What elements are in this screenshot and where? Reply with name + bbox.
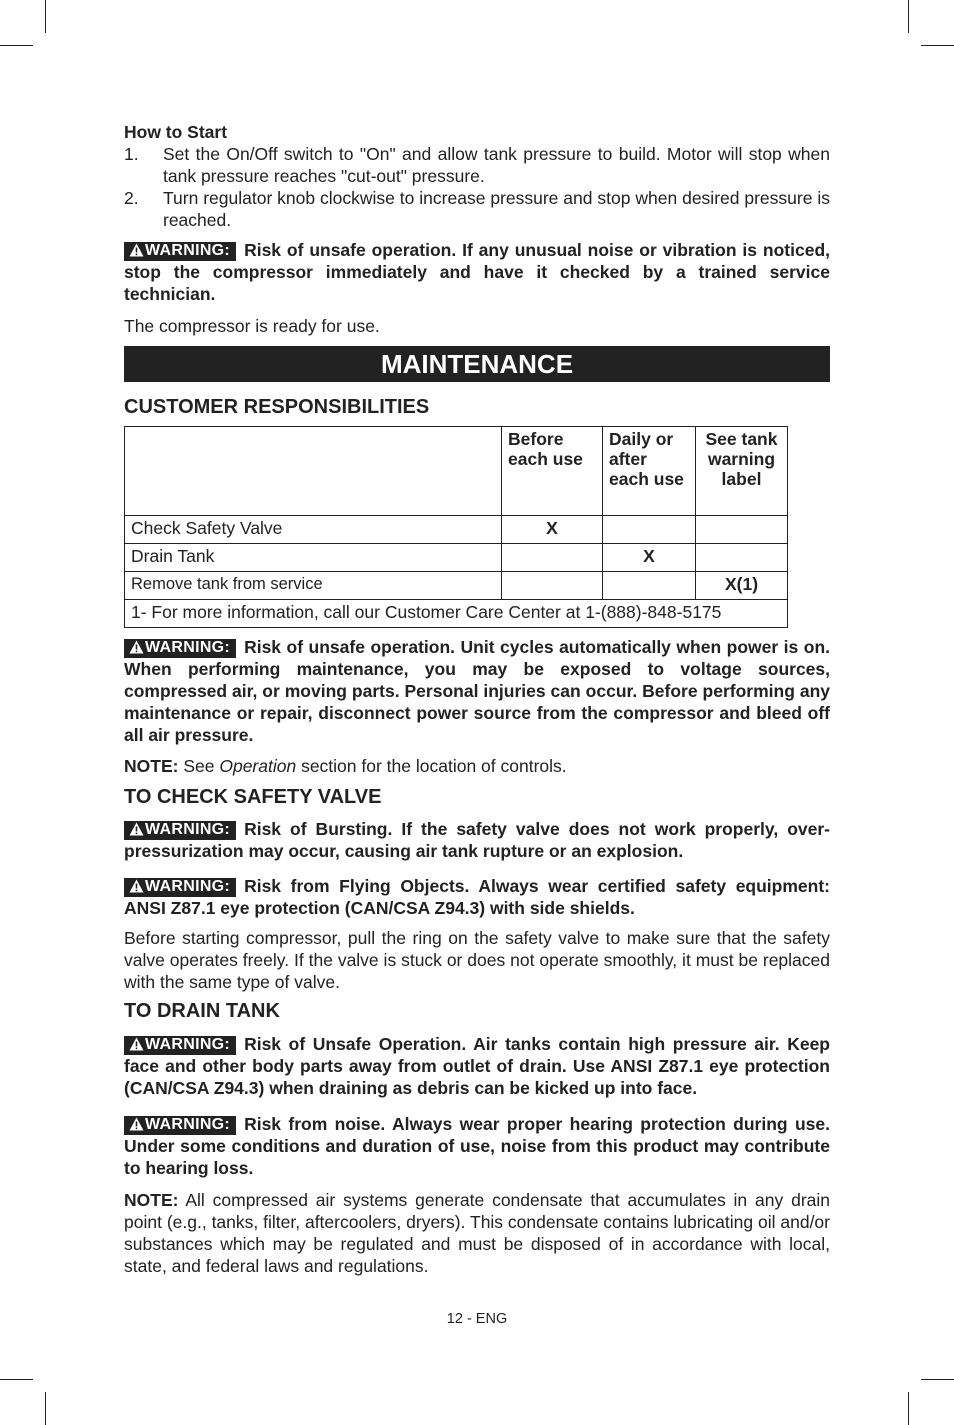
page-number: 12 - ENG <box>446 1311 508 1327</box>
crop-mark-top-right-v <box>908 0 909 33</box>
note-label: NOTE: <box>124 756 179 776</box>
row-label: Remove tank from service <box>125 572 502 600</box>
row-cell: X <box>502 516 603 544</box>
table-row <box>125 544 788 572</box>
note-label: NOTE: <box>124 1190 179 1210</box>
step-text: Set the On/Off switch to "On" and allow tank pressure to build. Motor will stop when tank pressure reaches "cut-out" pressure. <box>163 144 830 186</box>
warning-unit-cycles <box>124 636 830 746</box>
warning-badge <box>124 242 236 261</box>
row-cell <box>502 572 603 600</box>
safety-valve-instructions: Before starting compressor, pull the ring on the safety valve to make sure that the safety valve operates freely. If the valve is stuck or does not operate smoothly, it must be replaced with the same type of valve. <box>124 928 830 992</box>
crop-mark-top-right-h <box>921 45 954 46</box>
warning-badge <box>124 821 236 840</box>
warning-triangle-icon <box>129 1117 144 1131</box>
note-text: All compressed air systems generate condensate that accumulates in any drain point (e.g., tanks, filter, aftercoolers, dryers). This condensate contains lubricating oil and/or substances which may be regulated and must be disposed of in accordance with local, state, and federal laws and regulations. <box>124 1190 830 1276</box>
maintenance-title: MAINTENANCE <box>124 346 830 382</box>
table-row <box>125 516 788 544</box>
header-see-tank-label: See tank warning label <box>696 427 788 516</box>
warning-triangle-icon <box>129 243 144 257</box>
warning-badge-label: WARNING: <box>145 821 231 838</box>
warning-badge-label: WARNING: <box>145 878 231 895</box>
note-condensate <box>124 1189 830 1277</box>
warning-text: Risk of Bursting. If the safety valve does not work properly, over-pressurization may occur, causing air tank rupture or an explosion. <box>124 819 830 861</box>
step-text: Turn regulator knob clockwise to increase pressure and stop when desired pressure is reached. <box>163 188 830 230</box>
warning-noise <box>124 1113 830 1179</box>
crop-mark-top-left-v <box>45 0 46 33</box>
crop-mark-top-left-h <box>0 45 33 46</box>
list-item <box>124 143 830 187</box>
warning-bursting <box>124 818 830 862</box>
table-footnote-row <box>125 600 788 628</box>
warning-triangle-icon <box>129 822 144 836</box>
warning-badge <box>124 1036 236 1055</box>
warning-badge-label: WARNING: <box>145 639 231 656</box>
customer-responsibilities-heading: CUSTOMER RESPONSIBILITIES <box>124 396 430 418</box>
table-header-row <box>125 427 788 516</box>
row-cell <box>696 516 788 544</box>
ready-text: The compressor is ready for use. <box>124 316 380 336</box>
start-steps <box>124 143 830 231</box>
note-see: See <box>183 756 215 776</box>
page-content <box>124 121 830 1277</box>
row-cell <box>603 572 696 600</box>
warning-text: Risk of Unsafe Operation. Air tanks contain high pressure air. Keep face and other body parts away from outlet of drain. Use ANSI Z87.1 eye protection (CAN/CSA Z94.3) when draining as debris can be kicked up into face. <box>124 1034 830 1098</box>
warning-text: Risk of unsafe operation. If any unusual noise or vibration is noticed, stop the compressor immediately and have it checked by a trained service technician. <box>124 240 830 304</box>
warning-text: Risk from Flying Objects. Always wear certified safety equipment: ANSI Z87.1 eye protection (CAN/CSA Z94.3) with side shields. <box>124 876 830 918</box>
note-rest: section for the location of controls. <box>301 756 567 776</box>
row-cell <box>502 544 603 572</box>
header-before-each-use: Before each use <box>502 427 603 516</box>
note-operation <box>124 755 830 777</box>
row-cell <box>696 544 788 572</box>
table-footnote: 1- For more information, call our Customer Care Center at 1-(888)-848-5175 <box>125 600 788 628</box>
warning-triangle-icon <box>129 1037 144 1051</box>
warning-badge-label: WARNING: <box>145 1116 231 1133</box>
list-item <box>124 187 830 231</box>
row-cell: X <box>603 544 696 572</box>
warning-text: Risk from noise. Always wear proper hearing protection during use. Under some conditions and duration of use, noise from this product may contribute to hearing loss. <box>124 1114 830 1178</box>
row-cell: X(1) <box>696 572 788 600</box>
note-operation-link: Operation <box>219 756 297 776</box>
warning-badge <box>124 878 236 897</box>
step-number: 1. <box>124 144 139 164</box>
crop-mark-bottom-right-h <box>921 1379 954 1380</box>
warning-badge-label: WARNING: <box>145 242 231 259</box>
warning-triangle-icon <box>129 640 144 654</box>
row-label: Check Safety Valve <box>125 516 502 544</box>
warning-badge <box>124 639 236 658</box>
row-label: Drain Tank <box>125 544 502 572</box>
crop-mark-bottom-left-v <box>45 1392 46 1425</box>
responsibilities-table <box>124 426 788 628</box>
header-daily: Daily or after each use <box>603 427 696 516</box>
warning-triangle-icon <box>129 879 144 893</box>
warning-high-pressure-air <box>124 1033 830 1099</box>
warning-unusual-noise <box>124 239 830 305</box>
warning-badge-label: WARNING: <box>145 1036 231 1053</box>
drain-tank-heading: TO DRAIN TANK <box>124 1000 280 1022</box>
crop-mark-bottom-left-h <box>0 1379 33 1380</box>
warning-badge <box>124 1116 236 1135</box>
table-header-blank <box>125 427 502 516</box>
step-number: 2. <box>124 188 139 208</box>
how-to-start-heading: How to Start <box>124 122 228 142</box>
warning-flying-objects <box>124 875 830 919</box>
safety-valve-heading: TO CHECK SAFETY VALVE <box>124 786 382 808</box>
crop-mark-bottom-right-v <box>908 1392 909 1425</box>
warning-text: Risk of unsafe operation. Unit cycles automatically when power is on. When performing maintenance, you may be exposed to voltage sources, compressed air, or moving parts. Personal injuries can occur. Before performing any maintenance or repair, disconnect power source from the compressor and bleed off all air pressure. <box>124 637 830 745</box>
table-row <box>125 572 788 600</box>
row-cell <box>603 516 696 544</box>
